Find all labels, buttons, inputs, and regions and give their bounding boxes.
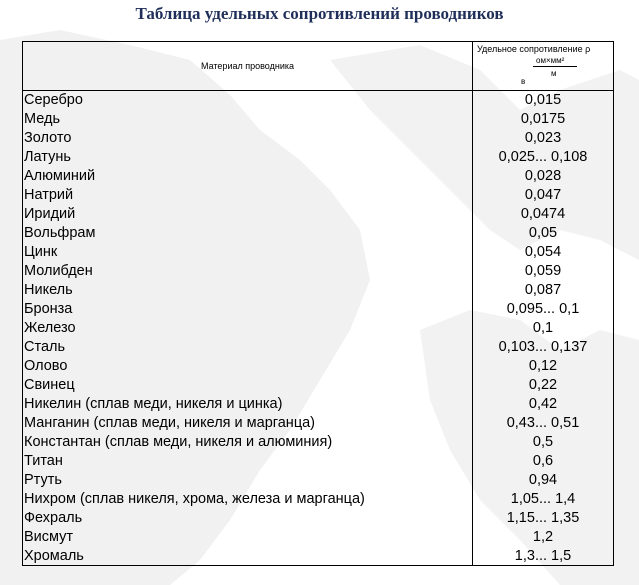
material-cell: Латунь	[24, 149, 71, 165]
table-row	[23, 414, 613, 433]
table-row	[23, 300, 613, 319]
value-cell: 0,05	[528, 225, 558, 241]
table-body	[23, 91, 613, 566]
header-resistivity-label: Удельное сопротивление ρ	[477, 44, 591, 54]
value-cell: 0,103... 0,137	[498, 339, 588, 355]
table-row	[23, 281, 613, 300]
table-row	[23, 490, 613, 509]
material-cell: Цинк	[24, 244, 58, 260]
table-row	[23, 262, 613, 281]
material-cell: Иридий	[24, 206, 76, 222]
material-cell: Сталь	[24, 339, 66, 355]
header-unit-fraction-line	[533, 66, 577, 67]
table-row	[23, 148, 613, 167]
value-cell: 0,94	[528, 472, 558, 488]
table-header	[23, 42, 613, 91]
table-row	[23, 224, 613, 243]
table-row	[23, 205, 613, 224]
value-cell: 0,025... 0,108	[498, 149, 588, 165]
material-cell: Константан (сплав меди, никеля и алюминия)	[24, 434, 333, 450]
value-cell: 0,22	[528, 377, 558, 393]
material-cell: Олово	[24, 358, 68, 374]
table-row	[23, 129, 613, 148]
material-cell: Железо	[24, 320, 76, 336]
material-cell: Медь	[24, 111, 61, 127]
material-cell: Алюминий	[24, 168, 96, 184]
table-row	[23, 91, 613, 110]
resistivity-table	[22, 41, 614, 566]
table-row	[23, 547, 613, 566]
material-cell: Висмут	[24, 529, 74, 545]
value-cell: 0,42	[528, 396, 558, 412]
table-row	[23, 395, 613, 414]
material-cell: Молибден	[24, 263, 93, 279]
table-row	[23, 376, 613, 395]
table-row	[23, 319, 613, 338]
value-cell: 0,12	[528, 358, 558, 374]
header-unit-numerator: ом×мм²	[536, 56, 565, 65]
value-cell: 0,087	[524, 282, 562, 298]
value-cell: 0,047	[524, 187, 562, 203]
table-row	[23, 167, 613, 186]
page-title: Таблица удельных сопротивлений проводников	[135, 4, 504, 23]
value-cell: 0,059	[524, 263, 562, 279]
material-cell: Золото	[24, 130, 72, 146]
table-row	[23, 452, 613, 471]
material-cell: Хромаль	[24, 548, 84, 564]
value-cell: 0,0474	[520, 206, 566, 222]
value-cell: 0,1	[532, 320, 554, 336]
value-cell: 0,015	[524, 92, 562, 108]
value-cell: 1,15... 1,35	[506, 510, 580, 526]
material-cell: Никелин (сплав меди, никеля и цинка)	[24, 396, 283, 412]
material-cell: Манганин (сплав меди, никеля и марганца)	[24, 415, 316, 431]
value-cell: 1,05... 1,4	[510, 491, 576, 507]
value-cell: 0,43... 0,51	[506, 415, 580, 431]
value-cell: 1,3... 1,5	[514, 548, 572, 564]
table-row	[23, 433, 613, 452]
value-cell: 0,0175	[520, 111, 566, 127]
material-cell: Вольфрам	[24, 225, 96, 241]
material-cell: Титан	[24, 453, 63, 469]
value-cell: 0,023	[524, 130, 562, 146]
header-resistivity	[473, 42, 613, 90]
value-cell: 0,6	[532, 453, 554, 469]
table-row	[23, 357, 613, 376]
header-unit-denominator: м	[551, 69, 557, 78]
value-cell: 0,028	[524, 168, 562, 184]
material-cell: Свинец	[24, 377, 75, 393]
table-row	[23, 243, 613, 262]
value-cell: 0,095... 0,1	[506, 301, 580, 317]
material-cell: Фехраль	[24, 510, 83, 526]
material-cell: Нихром (сплав никеля, хрома, железа и марганца)	[24, 491, 365, 507]
value-cell: 0,054	[524, 244, 562, 260]
material-cell: Ртуть	[24, 472, 62, 488]
header-material: Материал проводника	[201, 61, 294, 71]
table-row	[23, 509, 613, 528]
material-cell: Бронза	[24, 301, 73, 317]
table-row	[23, 338, 613, 357]
table-row	[23, 186, 613, 205]
table-row	[23, 471, 613, 490]
material-cell: Натрий	[24, 187, 74, 203]
material-cell: Серебро	[24, 92, 83, 108]
header-unit-prefix: в	[521, 77, 526, 86]
material-cell: Никель	[24, 282, 73, 298]
table-row	[23, 110, 613, 129]
value-cell: 0,5	[532, 434, 554, 450]
table-row	[23, 528, 613, 547]
value-cell: 1,2	[532, 529, 554, 545]
